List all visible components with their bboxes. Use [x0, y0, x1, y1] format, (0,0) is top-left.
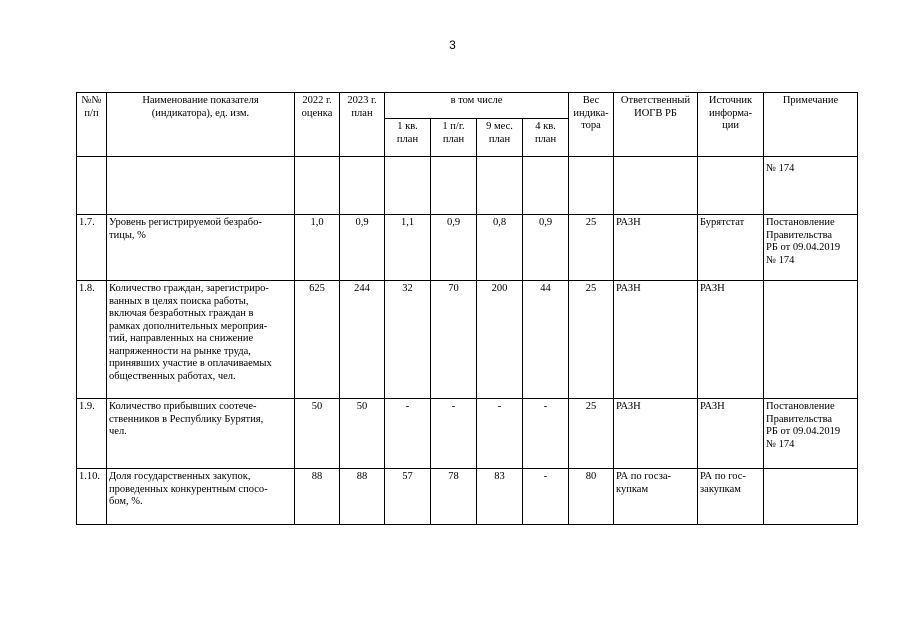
header-note: Примечание	[764, 93, 858, 157]
header-weight: Вес индика- тора	[569, 93, 614, 157]
value-2022: 625	[295, 281, 340, 399]
header-h1: 1 п/г. план	[431, 119, 477, 157]
table-row	[77, 469, 858, 525]
value-h1: -	[431, 399, 477, 469]
value-9m: -	[477, 399, 523, 469]
header-2022: 2022 г. оценка	[295, 93, 340, 157]
value-q1: -	[385, 399, 431, 469]
page-number: 3	[449, 38, 456, 52]
header-name: Наименование показателя (индикатора), ед. изм.	[107, 93, 295, 157]
value-2023: 88	[340, 469, 385, 525]
value-9m: 200	[477, 281, 523, 399]
value-9m: 83	[477, 469, 523, 525]
value-q1: 32	[385, 281, 431, 399]
note-cell	[764, 281, 858, 399]
indicator-weight: 25	[569, 399, 614, 469]
header-including: в том числе	[385, 93, 569, 119]
header-9m: 9 мес. план	[477, 119, 523, 157]
value-9m: 0,8	[477, 215, 523, 281]
indicator-name: Уровень регистрируемой безрабо- тицы, %	[107, 215, 295, 281]
value-2022: 88	[295, 469, 340, 525]
indicators-table	[76, 92, 858, 525]
indicator-weight: 80	[569, 469, 614, 525]
row-number: 1.9.	[77, 399, 107, 469]
indicator-name: Количество граждан, зарегистриро- ванных в целях поиска работы, включая безработных граждан в рамках дополнительных мероприя- тий, направленных на снижение напряженности на рынке труда, принявших участие в оплачиваемых общественных работах, чел.	[107, 281, 295, 399]
table-row	[77, 399, 858, 469]
value-h1: 0,9	[431, 215, 477, 281]
table-row	[77, 215, 858, 281]
value-q1: 57	[385, 469, 431, 525]
header-2023: 2023 г. план	[340, 93, 385, 157]
value-2022: 50	[295, 399, 340, 469]
header-row-top	[77, 93, 858, 119]
continuation-row	[77, 157, 858, 215]
value-q4: -	[523, 469, 569, 525]
table-row	[77, 281, 858, 399]
value-2023: 0,9	[340, 215, 385, 281]
header-q1: 1 кв. план	[385, 119, 431, 157]
header-q4: 4 кв. план	[523, 119, 569, 157]
indicator-name: Доля государственных закупок, проведенных конкурентным спосо- бом, %.	[107, 469, 295, 525]
responsible-body: РАЗН	[614, 281, 698, 399]
info-source: РА по гос- закупкам	[698, 469, 764, 525]
header-responsible: Ответственный ИОГВ РБ	[614, 93, 698, 157]
info-source: Бурятстат	[698, 215, 764, 281]
note-cell: Постановление Правительства РБ от 09.04.2019 № 174	[764, 215, 858, 281]
value-2022: 1,0	[295, 215, 340, 281]
header-source: Источник информа- ции	[698, 93, 764, 157]
info-source: РАЗН	[698, 399, 764, 469]
row-number: 1.10.	[77, 469, 107, 525]
row-number: 1.8.	[77, 281, 107, 399]
responsible-body: РАЗН	[614, 399, 698, 469]
note-cell: Постановление Правительства РБ от 09.04.2019 № 174	[764, 399, 858, 469]
row-number: 1.7.	[77, 215, 107, 281]
indicator-name: Количество прибывших соотече- ственников в Республику Бурятия, чел.	[107, 399, 295, 469]
info-source: РАЗН	[698, 281, 764, 399]
indicator-weight: 25	[569, 281, 614, 399]
value-h1: 70	[431, 281, 477, 399]
value-q4: 0,9	[523, 215, 569, 281]
value-q4: -	[523, 399, 569, 469]
header-num: №№ п/п	[77, 93, 107, 157]
responsible-body: РА по госза- купкам	[614, 469, 698, 525]
value-q4: 44	[523, 281, 569, 399]
continuation-note: № 174	[764, 157, 858, 215]
value-2023: 244	[340, 281, 385, 399]
value-2023: 50	[340, 399, 385, 469]
indicator-weight: 25	[569, 215, 614, 281]
responsible-body: РАЗН	[614, 215, 698, 281]
note-cell	[764, 469, 858, 525]
value-h1: 78	[431, 469, 477, 525]
value-q1: 1,1	[385, 215, 431, 281]
